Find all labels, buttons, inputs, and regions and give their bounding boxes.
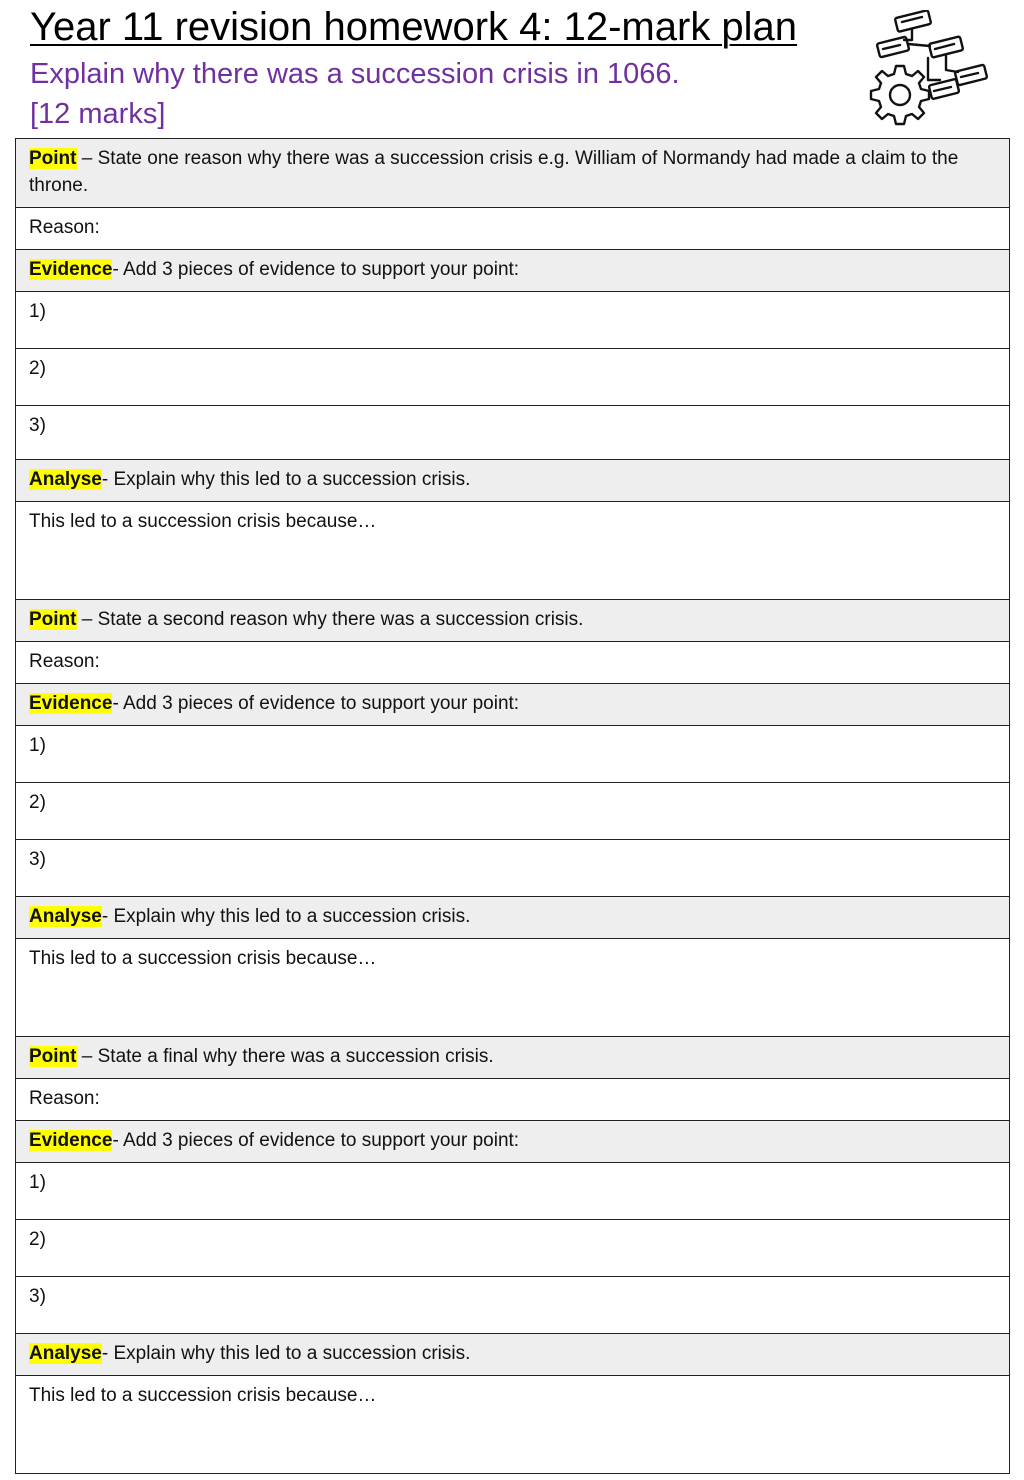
evidence-instruction: - Add 3 pieces of evidence to support your point: [112,259,520,280]
evidence-row-cell [16,250,1010,292]
evidence-item-row-cell[interactable] [16,1163,1010,1220]
point-label: Point [29,609,77,630]
evidence-row-cell [16,1121,1010,1163]
evidence-item-row [16,406,1010,460]
analyse-row-cell [16,460,1010,502]
point-label: Point [29,148,77,169]
question-text: Explain why there was a succession crisis in 1066. [30,58,680,90]
reason-row [16,642,1010,684]
evidence-item-row [16,1220,1010,1277]
planning-table [15,138,1010,1474]
analyse-row [16,460,1010,502]
evidence-item-number: 3) [29,415,46,436]
evidence-item-row [16,349,1010,406]
point-instruction: – State one reason why there was a succession crisis e.g. William of Normandy had made a claim to the throne. [29,148,959,196]
analyse-answer-row [16,939,1010,1037]
analyse-instruction: - Explain why this led to a succession crisis. [101,469,471,490]
point-row [16,600,1010,642]
analyse-row [16,897,1010,939]
analyse-answer-row [16,1376,1010,1474]
flowchart-gear-icon [868,10,992,130]
analyse-answer-row-cell[interactable] [16,1376,1010,1474]
analyse-label: Analyse [29,906,102,927]
point-label: Point [29,1046,77,1067]
reason-label: Reason: [29,651,100,672]
evidence-item-number: 3) [29,849,46,870]
evidence-item-row-cell[interactable] [16,783,1010,840]
evidence-item-number: 3) [29,1286,46,1307]
evidence-item-row [16,783,1010,840]
evidence-label: Evidence [29,693,113,714]
analyse-sentence-starter: This led to a succession crisis because… [29,511,377,532]
point-row-cell [16,600,1010,642]
evidence-item-row-cell[interactable] [16,840,1010,897]
evidence-item-number: 1) [29,1172,46,1193]
evidence-instruction: - Add 3 pieces of evidence to support your point: [112,693,520,714]
evidence-item-row-cell[interactable] [16,349,1010,406]
reason-label: Reason: [29,217,100,238]
evidence-item-row [16,292,1010,349]
analyse-row-cell [16,897,1010,939]
evidence-item-row [16,1277,1010,1334]
evidence-row [16,1121,1010,1163]
analyse-instruction: - Explain why this led to a succession crisis. [101,1343,471,1364]
evidence-item-number: 1) [29,735,46,756]
evidence-item-number: 1) [29,301,46,322]
evidence-row-cell [16,684,1010,726]
evidence-item-number: 2) [29,1229,46,1250]
evidence-item-number: 2) [29,358,46,379]
marks-label: [12 marks] [30,98,166,130]
evidence-instruction: - Add 3 pieces of evidence to support your point: [112,1130,520,1151]
analyse-answer-row-cell[interactable] [16,939,1010,1037]
point-row-cell [16,139,1010,208]
reason-label: Reason: [29,1088,100,1109]
question-prompt [30,54,680,134]
analyse-label: Analyse [29,1343,102,1364]
evidence-item-row-cell[interactable] [16,406,1010,460]
evidence-item-row [16,840,1010,897]
evidence-item-row [16,726,1010,783]
analyse-label: Analyse [29,469,102,490]
point-row [16,1037,1010,1079]
evidence-label: Evidence [29,1130,113,1151]
evidence-row [16,684,1010,726]
analyse-row [16,1334,1010,1376]
reason-row-cell[interactable] [16,208,1010,250]
point-row-cell [16,1037,1010,1079]
point-row [16,139,1010,208]
reason-row [16,208,1010,250]
reason-row-cell[interactable] [16,642,1010,684]
evidence-item-row [16,1163,1010,1220]
evidence-item-row-cell[interactable] [16,726,1010,783]
evidence-label: Evidence [29,259,113,280]
evidence-item-row-cell[interactable] [16,1220,1010,1277]
evidence-item-row-cell[interactable] [16,292,1010,349]
evidence-item-number: 2) [29,792,46,813]
evidence-item-row-cell[interactable] [16,1277,1010,1334]
analyse-sentence-starter: This led to a succession crisis because… [29,948,377,969]
analyse-sentence-starter: This led to a succession crisis because… [29,1385,377,1406]
analyse-answer-row-cell[interactable] [16,502,1010,600]
point-instruction: – State a final why there was a succession crisis. [76,1046,494,1067]
evidence-row [16,250,1010,292]
reason-row [16,1079,1010,1121]
analyse-answer-row [16,502,1010,600]
analyse-instruction: - Explain why this led to a succession crisis. [101,906,471,927]
reason-row-cell[interactable] [16,1079,1010,1121]
page-title: Year 11 revision homework 4: 12-mark plan [30,5,798,49]
point-instruction: – State a second reason why there was a succession crisis. [76,609,584,630]
analyse-row-cell [16,1334,1010,1376]
